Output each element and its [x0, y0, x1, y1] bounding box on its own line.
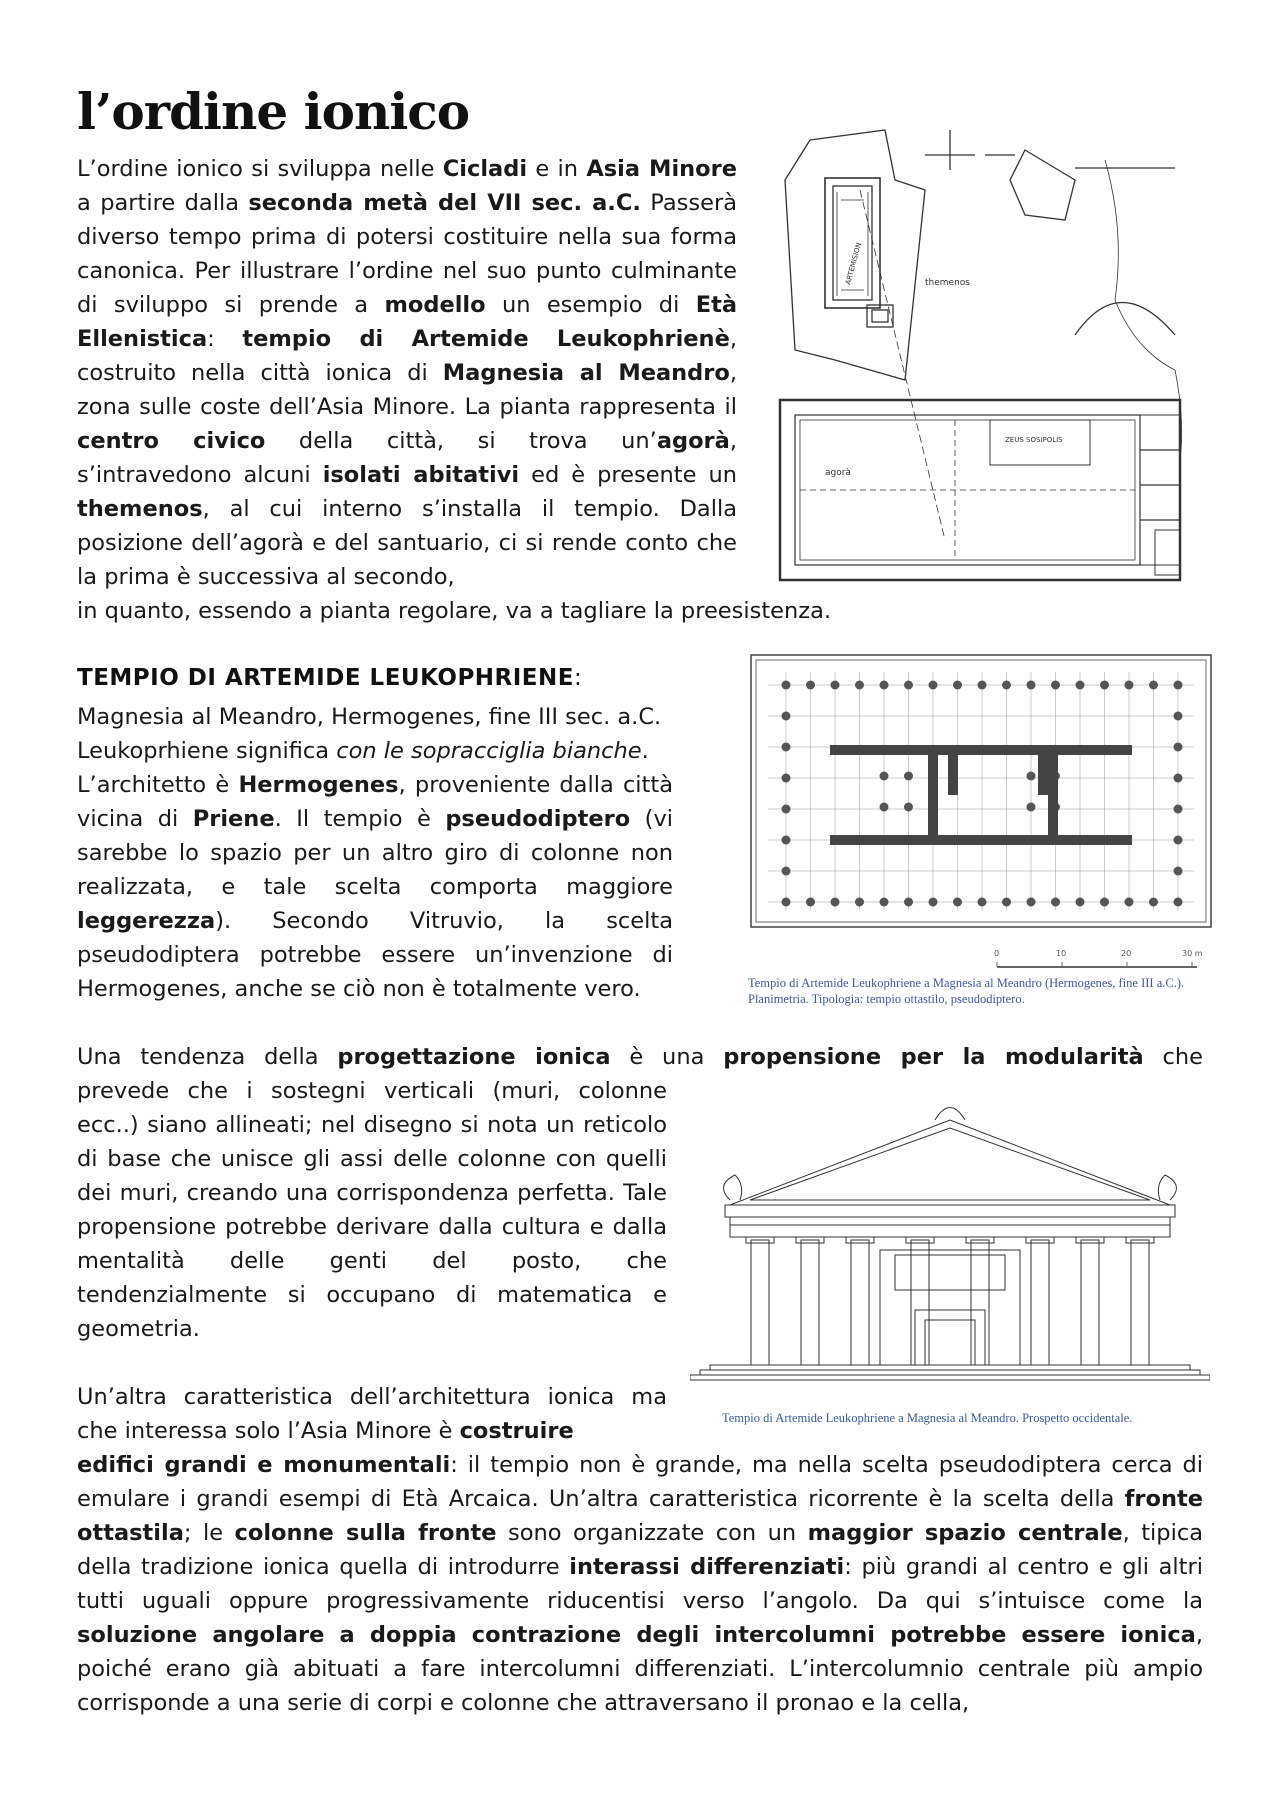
modularity-line: Una tendenza della progettazione ionica è una propensione per la modularità che	[77, 1044, 1203, 1070]
section-heading: TEMPIO DI ARTEMIDE LEUKOPHRIENE:	[77, 665, 583, 691]
scale-bar	[992, 942, 1212, 972]
plan-label-zeus: ZEUS SOSIPOLIS	[1005, 436, 1063, 444]
monumental-paragraph-start: Un’altra caratteristica dell’architettura ionica ma che interessa solo l’Asia Minore è costruire	[77, 1384, 667, 1444]
intro-tail-line: in quanto, essendo a pianta regolare, va a tagliare la preesistenza.	[77, 598, 832, 624]
plan-label-themenos: themenos	[925, 278, 970, 288]
site-plan-figure	[775, 120, 1205, 590]
monumental-paragraph: edifici grandi e monumentali: il tempio non è grande, ma nella scelta pseudodiptera cerca di emulare i grandi esempi di Età Arcaica. Un’altra caratteristica ricorrente è la scelta della fronte ottastila; le colonne sulla fronte sono organizzate con un maggior spazio centrale, tipica della tradizione ionica quella di introdurre interassi differenziati: più grandi al centro e gli altri tutti uguali oppure progressivamente riducentisi verso l’angolo. Da qui s’intuisce come la soluzione angolare a doppia contrazione degli intercolumni potrebbe essere ionica, poiché erano già abituati a fare intercolumni differenziati. L’intercolumnio centrale più ampio corrisponde a una serie di corpi e colonne che attraversano il pronao e la cella,	[77, 1452, 1204, 1716]
scale-label-30: 30 m	[1182, 949, 1203, 958]
scale-label-10: 10	[1056, 949, 1067, 958]
intro-paragraph: L’ordine ionico si sviluppa nelle Cicladi e in Asia Minore a partire dalla seconda metà del VII sec. a.C. Passerà diverso tempo prima di potersi costituire nella sua forma canonica. Per illustrare l’ordine nel suo punto culminante di sviluppo si prende a modello un esempio di Età Ellenistica: tempio di Artemide Leukophrienè, costruito nella città ionica di Magnesia al Meandro, zona sulle coste dell’Asia Minore. La pianta rappresenta il centro civico della città, si trova un’agorà, s’intravedono alcuni isolati abitativi ed è presente un themenos, al cui interno s’installa il tempio. Dalla posizione dell’agorà e del santuario, ci si rende conto che la prima è successiva al secondo, in quanto, essendo a pianta regolare, va a tagliare la preesistenza.	[77, 152, 737, 628]
plan-label-agora: agorà	[825, 468, 851, 478]
plan-caption	[748, 975, 1218, 1007]
temple-description: Magnesia al Meandro, Hermogenes, fine III sec. a.C. Leukoprhiene significa con le sopracciglia bianche. L’architetto è Hermogenes, proveniente dalla città vicina di Priene. Il tempio è pseudodiptero (vi sarebbe lo spazio per un altro giro di colonne non realizzata, e tale scelta comporta maggiore leggerezza). Secondo Vitruvio, la scelta pseudodiptera potrebbe essere un’invenzione di Hermogenes, anche se ciò non è totalmente vero.	[77, 704, 674, 1002]
plan-caption-line1: Tempio di Artemide Leukophriene a Magnesia al Meandro (Hermogenes, fine III a.C.).	[748, 976, 1185, 990]
modularity-paragraph: prevede che i sostegni verticali (muri, colonne ecc..) siano allineati; nel disegno si nota un reticolo di base che unisce gli assi delle colonne con quelli dei muri, creando una corrispondenza perfetta. Tale propensione potrebbe derivare dalla cultura e dalla mentalità delle genti del posto, che tendenzialmente si occupano di matematica e geometria.	[77, 1078, 667, 1342]
plan-label-artemision: ARTEMISION	[844, 241, 864, 286]
scale-label-0: 0	[994, 949, 1000, 958]
page-title: l’ordine ionico	[77, 82, 470, 141]
plan-caption-line2: Planimetria. Tipologia: tempio ottastilo, pseudodiptero.	[748, 992, 1025, 1006]
elevation-caption: Tempio di Artemide Leukophriene a Magnesia al Meandro. Prospetto occidentale.	[722, 1411, 1133, 1425]
temple-elevation-figure	[690, 1100, 1210, 1390]
temple-plan-figure	[748, 652, 1218, 932]
scale-label-20: 20	[1121, 949, 1132, 958]
